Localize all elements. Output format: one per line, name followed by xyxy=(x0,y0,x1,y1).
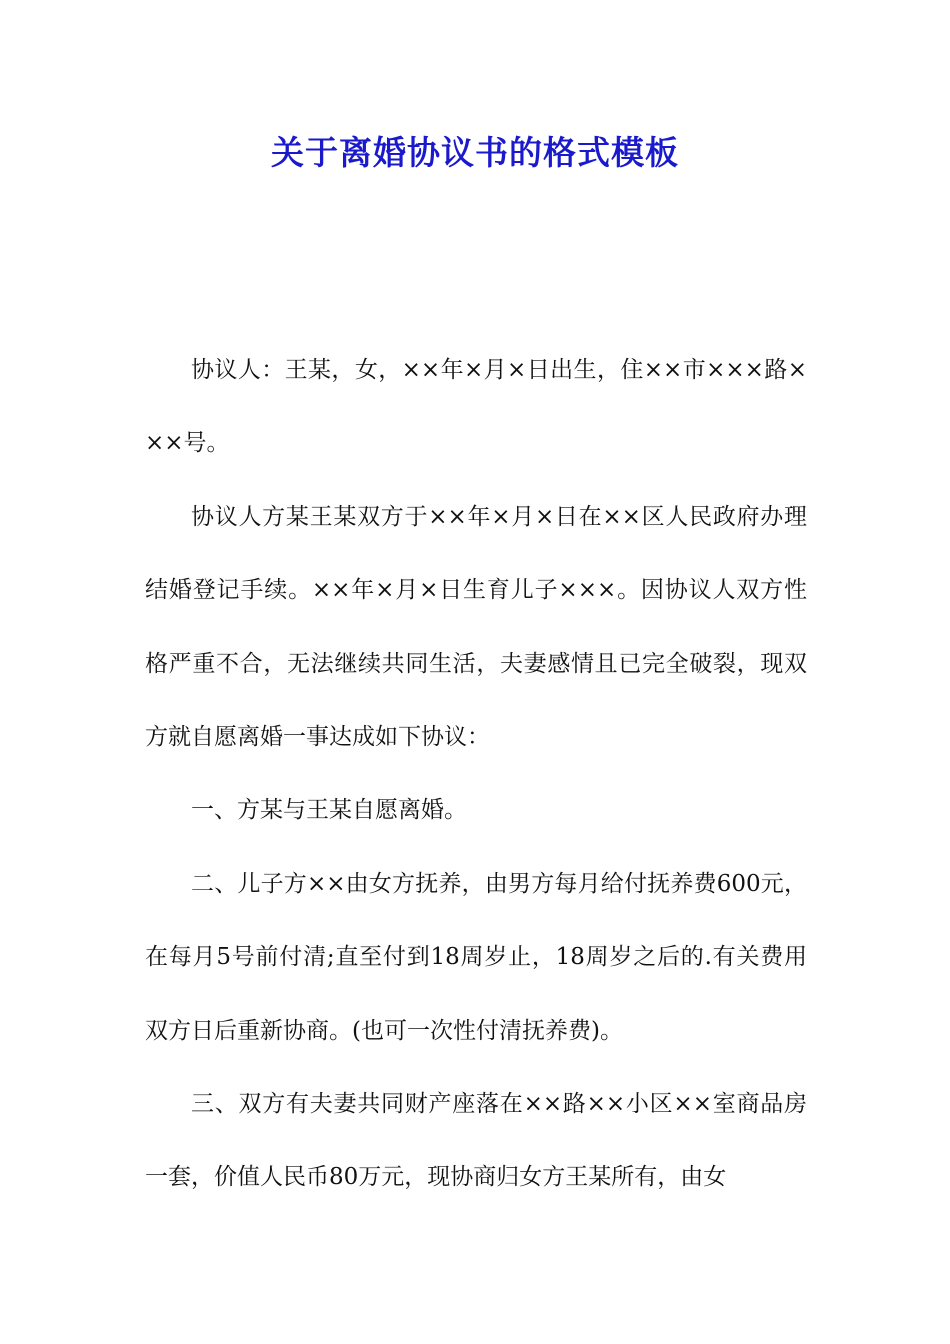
document-body xyxy=(145,334,807,1215)
document-title: 关于离婚协议书的格式模板 xyxy=(271,133,679,172)
clause-1: 一、方某与王某自愿离婚。 xyxy=(191,797,467,824)
clause-2: 二、儿子方××由女方抚养，由男方每月给付抚养费600元，在每月5号前付清;直至付到18周岁止，18周岁之后的.有关费用双方日后重新协商。(也可一次性付清抚养费)。 xyxy=(145,870,807,1044)
paragraph-parties: 协议人：王某，女，××年×月×日出生，住××市×××路×××号。 xyxy=(145,357,807,457)
clause-3: 三、双方有夫妻共同财产座落在××路××小区××室商品房一套，价值人民币80万元，现协商归女方王某所有，由女 xyxy=(145,1091,807,1191)
paragraph-background: 协议人方某王某双方于××年×月×日在××区人民政府办理结婚登记手续。××年×月×日生育儿子×××。因协议人双方性格严重不合，无法继续共同生活，夫妻感情且已完全破裂，现双方就自愿离婚一事达成如下协议： xyxy=(145,503,807,751)
